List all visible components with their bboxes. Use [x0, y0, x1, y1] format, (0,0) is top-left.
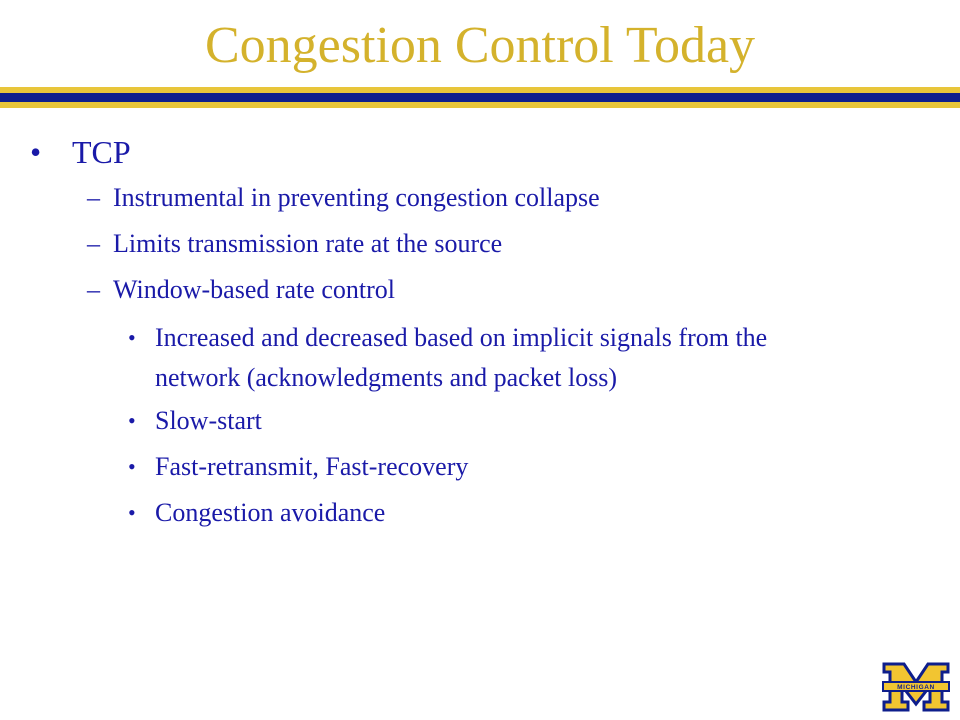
sub-sub-bullet-text: Slow-start — [155, 406, 262, 435]
sub-sub-bullet-text: Congestion avoidance — [155, 498, 386, 527]
sub-sub-bullet-text: network (acknowledgments and packet loss) — [155, 363, 618, 392]
block-m-logo-graphic — [880, 658, 952, 714]
dot-marker: • — [128, 454, 136, 479]
sub-bullet-text: Window-based rate control — [113, 275, 395, 304]
block-m-logo-icon — [880, 658, 952, 714]
sub-sub-bullet-text: Fast-retransmit, Fast-recovery — [155, 452, 469, 481]
logo-text: MICHIGAN — [897, 684, 935, 692]
dash-marker: – — [87, 229, 100, 258]
dot-marker: • — [128, 325, 136, 350]
dot-marker: • — [128, 408, 136, 433]
bullet-text: TCP — [72, 134, 131, 170]
sub-bullet-text: Instrumental in preventing congestion collapse — [113, 183, 600, 212]
sub-bullet-text: Limits transmission rate at the source — [113, 229, 503, 258]
dot-marker: • — [128, 500, 136, 525]
dash-marker: – — [87, 183, 100, 212]
dash-marker: – — [87, 275, 100, 304]
slide-title: Congestion Control Today — [204, 17, 756, 74]
sub-sub-bullet-text: Increased and decreased based on implicit signals from the — [155, 323, 768, 352]
bullet-marker: • — [30, 134, 42, 170]
